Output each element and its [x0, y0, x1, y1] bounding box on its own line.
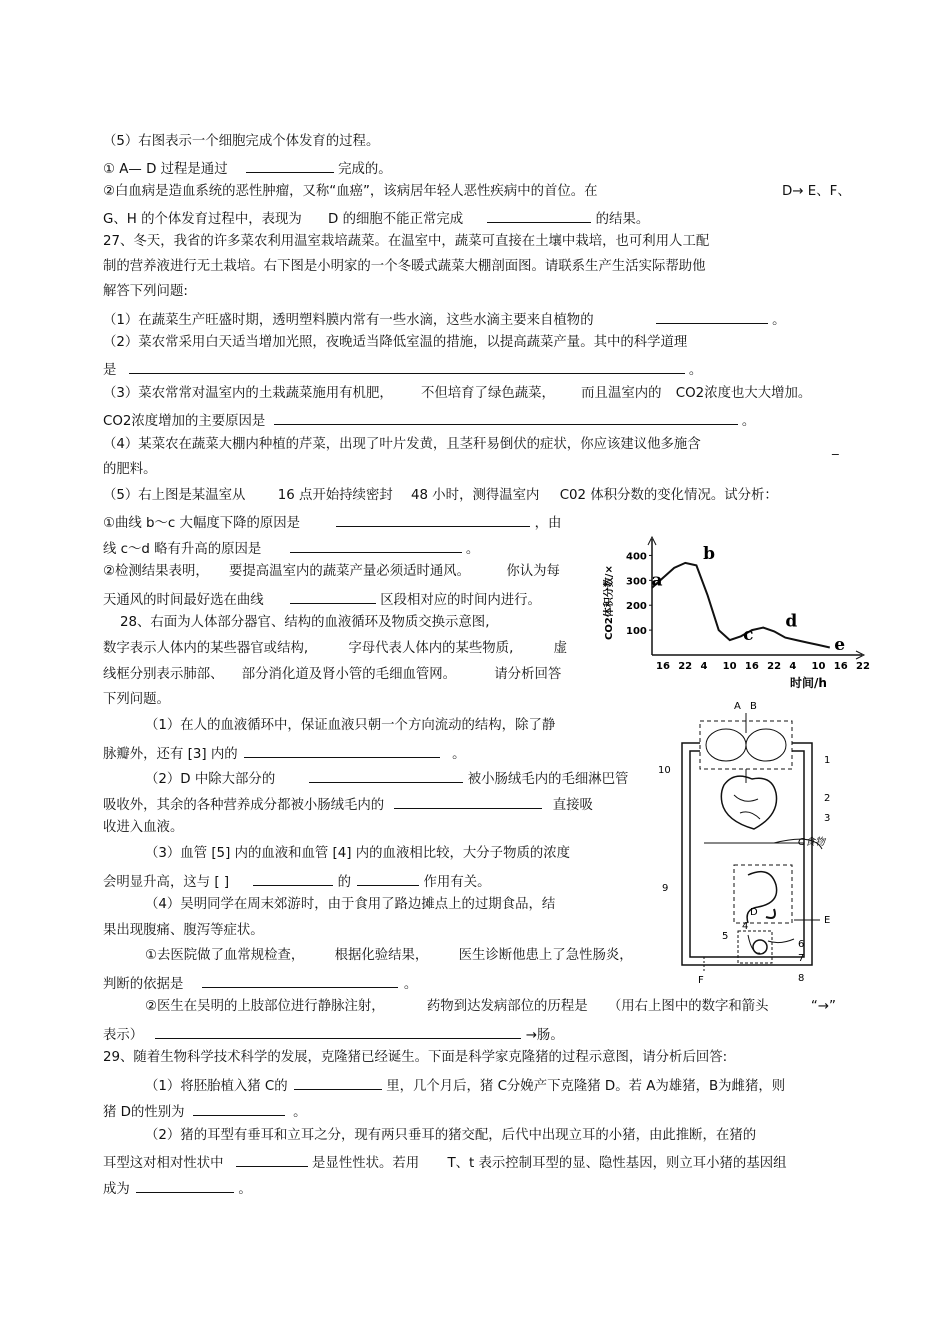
- text: 线框分别表示肺部、: [103, 667, 224, 682]
- text: 的: [337, 875, 352, 890]
- q28-3b: [103, 871, 491, 892]
- text: 天通风的时间最好选在曲线: [103, 593, 264, 608]
- text: C02 体积分数的变化情况。试分析：: [559, 488, 778, 503]
- q29-2a: （2）猪的耳型有垂耳和立耳之分，现有两只垂耳的猪交配，后代中出现立耳的小猪，由此推断，在猪的: [145, 1128, 757, 1143]
- answer-blank[interactable]: [246, 158, 334, 173]
- answer-blank[interactable]: [294, 1075, 382, 1090]
- answer-blank[interactable]: [244, 743, 440, 758]
- q28-intro-1: 28、右面为人体部分器官、结构的血液循环及物质交换示意图,: [120, 615, 490, 630]
- text: CO2浓度也大大增加。: [675, 386, 812, 401]
- chart-x-ticks: [656, 661, 870, 672]
- answer-blank[interactable]: [357, 871, 419, 886]
- text: 。: [452, 747, 466, 762]
- answer-blank[interactable]: [253, 871, 333, 886]
- q29-2b: [103, 1152, 787, 1173]
- text: 吸收外，其余的各种营养成分都被小肠绒毛内的: [103, 798, 385, 813]
- text: 完成的。: [338, 162, 392, 177]
- q28-2a: [145, 768, 628, 789]
- text: 根据化验结果，: [334, 948, 429, 963]
- x-tick-label: 10: [722, 661, 737, 672]
- text: 你认为每: [506, 564, 560, 579]
- diagram-num-4: 4: [742, 921, 749, 932]
- q28-4-1b: [103, 973, 417, 994]
- answer-blank[interactable]: [290, 589, 376, 604]
- q29-1b: [103, 1101, 306, 1122]
- point-label-b: b: [703, 544, 716, 565]
- text: 被小肠绒毛内的毛细淋巴管: [467, 772, 629, 787]
- chart-point-labels: [652, 544, 846, 655]
- text: T、t 表示控制耳型的显、隐性基因，则立耳小猪的基因组: [447, 1156, 787, 1171]
- q26-5-2b: D→ E、F、: [782, 184, 851, 199]
- text: 作用有关。: [423, 875, 491, 890]
- x-tick-label: 10: [811, 661, 826, 672]
- q27-5: [103, 487, 778, 505]
- text: ，由: [534, 516, 562, 531]
- text: 猪 D的性别为: [103, 1105, 185, 1120]
- circulation-diagram: [648, 695, 838, 985]
- text: 直接吸: [552, 798, 593, 813]
- q29-2c: [103, 1178, 252, 1199]
- q29-intro: 29、随着生物科学技术科学的发展，克隆猪已经诞生。下面是科学家克隆猪的过程示意图，请分析后回答:: [103, 1050, 728, 1065]
- y-tick-label: 300: [626, 576, 647, 588]
- diagram-num-10: 10: [658, 765, 671, 776]
- q28-intro-2: [103, 640, 567, 658]
- q27-4b: 的肥料。: [103, 462, 157, 477]
- diagram-label-D: D: [750, 907, 758, 918]
- chart-y-label: CO2体积分数/×: [604, 565, 615, 640]
- answer-blank[interactable]: [336, 512, 530, 527]
- q27-4-underscore: _: [832, 441, 839, 456]
- q28-2b: [103, 794, 593, 815]
- chart-x-label: 时间/h: [790, 676, 827, 690]
- diagram-label-F: F: [698, 975, 704, 986]
- q26-5-title: （5）右图表示一个细胞完成个体发育的过程。: [103, 134, 380, 149]
- q27-2: （2）菜农常采用白天适当增加光照，夜晚适当降低室温的措施，以提高蔬菜产量。其中的科学道理: [103, 335, 688, 350]
- y-tick-label: 100: [626, 626, 647, 638]
- text: “→”: [810, 999, 836, 1014]
- q26-5-2a: ②白血病是造血系统的恶性肿瘤，又称“血癌”，该病居年轻人恶性疾病中的首位。在: [103, 184, 598, 199]
- q27-1: [103, 309, 786, 330]
- text: ① A— D 过程是通过: [103, 162, 228, 177]
- text: （用右上图中的数字和箭头: [607, 999, 769, 1014]
- text: 会明显升高，这与 [ ]: [103, 875, 230, 890]
- answer-blank[interactable]: [656, 309, 768, 324]
- text: 48 小时，测得温室内: [411, 488, 540, 503]
- text: 。: [238, 1182, 252, 1197]
- q28-1a: （1）在人的血液循环中，保证血液只朝一个方向流动的结构，除了静: [145, 718, 556, 733]
- q28-4-2b: [103, 1024, 564, 1045]
- text: 。: [772, 313, 786, 328]
- diagram-num-6: 6: [798, 939, 805, 950]
- text: 是显性性状。若用: [312, 1156, 420, 1171]
- answer-blank[interactable]: [290, 538, 462, 553]
- text: （1）在蔬菜生产旺盛时期，透明塑料膜内常有一些水滴，这些水滴主要来自植物的: [103, 313, 594, 328]
- q28-3a: （3）血管 [5] 内的血液和血管 [4] 内的血液相比较，大分子物质的浓度: [145, 846, 571, 861]
- text: （3）菜农常常对温室内的土栽蔬菜施用有机肥，: [103, 386, 393, 401]
- point-label-d: d: [785, 611, 798, 632]
- text: 请分析回答: [494, 667, 562, 682]
- x-tick-label: 4: [789, 661, 797, 672]
- co2-series-line: [652, 563, 830, 648]
- answer-blank[interactable]: [193, 1101, 285, 1116]
- q27-5-2a: [103, 563, 560, 581]
- q27-4a: （4）某菜农在蔬菜大棚内种植的芹菜，出现了叶片发黄，且茎秆易倒伏的症状，你应该建议他多施含: [103, 437, 701, 452]
- answer-blank[interactable]: [487, 208, 591, 223]
- co2-line-chart: [600, 535, 870, 693]
- q28-4-2a: [145, 998, 836, 1016]
- diagram-label-food: C食物: [798, 837, 825, 848]
- q29-1a: [145, 1075, 785, 1096]
- text: （5）右上图是某温室从: [103, 488, 246, 503]
- text: 部分消化道及肾小管的毛细血管网。: [241, 667, 457, 682]
- text: 数字表示人体内的某些器官或结构,: [103, 641, 309, 656]
- text: 医生诊断他患上了急性肠炎，: [458, 948, 633, 963]
- q28-intro-4: 下列问题。: [103, 692, 170, 707]
- answer-blank[interactable]: [136, 1178, 234, 1193]
- text: 表示）: [103, 1028, 144, 1043]
- q27-5-1b: [103, 538, 479, 559]
- answer-blank[interactable]: [129, 359, 685, 374]
- x-tick-label: 16: [656, 661, 670, 672]
- diagram-label-A: A: [734, 701, 741, 712]
- text: 成为: [103, 1182, 130, 1197]
- point-label-c: c: [743, 625, 754, 646]
- q27-intro-3: 解答下列问题:: [103, 284, 188, 299]
- text: ②医生在吴明的上肢部位进行静脉注射，: [145, 999, 385, 1014]
- text: 的结果。: [595, 212, 650, 227]
- point-label-e: e: [834, 635, 846, 656]
- text: 。: [741, 414, 756, 429]
- x-tick-label: 16: [833, 661, 848, 672]
- q27-5-2b: [103, 589, 541, 610]
- y-tick-label: 200: [626, 601, 647, 613]
- text: 16 点开始持续密封: [277, 488, 393, 503]
- text: 字母代表人体内的某些物质,: [348, 641, 514, 656]
- answer-blank[interactable]: [394, 794, 542, 809]
- answer-blank[interactable]: [236, 1152, 308, 1167]
- diagram-num-2: 2: [824, 793, 831, 804]
- text: 不但培育了绿色蔬菜，: [421, 386, 555, 401]
- text: ①曲线 b～c 大幅度下降的原因是: [103, 516, 301, 531]
- x-tick-label: 22: [856, 661, 870, 672]
- text: 虚: [553, 641, 567, 656]
- text: →肠。: [525, 1028, 564, 1043]
- q27-2b: [103, 359, 702, 380]
- x-tick-label: 22: [678, 661, 693, 672]
- text: ①去医院做了血常规检查，: [145, 948, 305, 963]
- diagram-num-7: 7: [798, 953, 805, 964]
- q27-intro-2: 制的营养液进行无土栽培。右下图是小明家的一个冬暖式蔬菜大棚剖面图。请联系生产生活实际帮助他: [103, 259, 706, 274]
- text: ②检测结果表明，: [103, 564, 209, 579]
- text: 。: [688, 363, 703, 378]
- x-tick-label: 16: [744, 661, 759, 672]
- text: 。: [293, 1105, 307, 1120]
- answer-blank[interactable]: [202, 973, 398, 988]
- diagram-label-B: B: [750, 701, 757, 712]
- q28-4-1a: [145, 947, 633, 965]
- point-label-a: a: [651, 570, 663, 591]
- diagram-num-1: 1: [824, 755, 831, 766]
- q27-intro-1: 27、冬天，我省的许多菜农利用温室栽培蔬菜。在温室中，蔬菜可直接在土壤中栽培，也可利用人工配: [103, 234, 710, 249]
- text: （2）D 中除大部分的: [145, 772, 276, 787]
- text: 区段相对应的时间内进行。: [380, 593, 541, 608]
- answer-blank[interactable]: [274, 410, 738, 425]
- text: 药物到达发病部位的历程是: [426, 999, 588, 1014]
- diagram-num-3: 3: [824, 813, 831, 824]
- q26-5-1: [103, 158, 392, 179]
- answer-blank[interactable]: [155, 1024, 521, 1039]
- diagram-num-5: 5: [722, 931, 729, 942]
- q27-5-1: [103, 512, 561, 533]
- q27-3a: [103, 385, 811, 403]
- text: D 的细胞不能正常完成: [328, 212, 464, 227]
- answer-blank[interactable]: [309, 768, 463, 783]
- q28-2c: 收进入血液。: [103, 820, 184, 835]
- y-tick-label: 400: [626, 551, 647, 563]
- text: 要提高温室内的蔬菜产量必须适时通风。: [229, 564, 471, 579]
- chart-axes: [648, 537, 864, 659]
- text: G、H 的个体发育过程中，表现为: [103, 212, 302, 227]
- text: 线 c～d 略有升高的原因是: [103, 542, 262, 557]
- text: 里，几个月后，猪 C分娩产下克隆猪 D。若 A为雄猪，B为雌猪，则: [386, 1079, 786, 1094]
- text: 。: [403, 977, 418, 992]
- q28-1b: [103, 743, 466, 764]
- text: CO2浓度增加的主要原因是: [103, 414, 266, 429]
- x-tick-label: 4: [700, 661, 708, 672]
- x-tick-label: 22: [767, 661, 782, 672]
- text: 是: [103, 363, 117, 378]
- text: 判断的依据是: [103, 977, 184, 992]
- text: 耳型这对相对性状中: [103, 1156, 224, 1171]
- q28-4b: 果出现腹痛、腹泻等症状。: [103, 923, 264, 938]
- diagram-num-8: 8: [798, 973, 805, 984]
- chart-y-ticks: [626, 551, 652, 637]
- diagram-label-E: E: [824, 915, 831, 926]
- q27-3b: [103, 410, 755, 431]
- text: 脉瓣外，还有 [3] 内的: [103, 747, 238, 762]
- q28-4a: （4）吴明同学在周末郊游时，由于食用了路边摊点上的过期食品，结: [145, 897, 556, 912]
- text: 而且温室内的: [581, 386, 662, 401]
- text: （1）将胚胎植入猪 C的: [145, 1079, 288, 1094]
- diagram-num-9: 9: [662, 883, 669, 894]
- q26-5-2c: [103, 208, 649, 229]
- q28-intro-3: [103, 666, 561, 684]
- text: 。: [465, 542, 480, 557]
